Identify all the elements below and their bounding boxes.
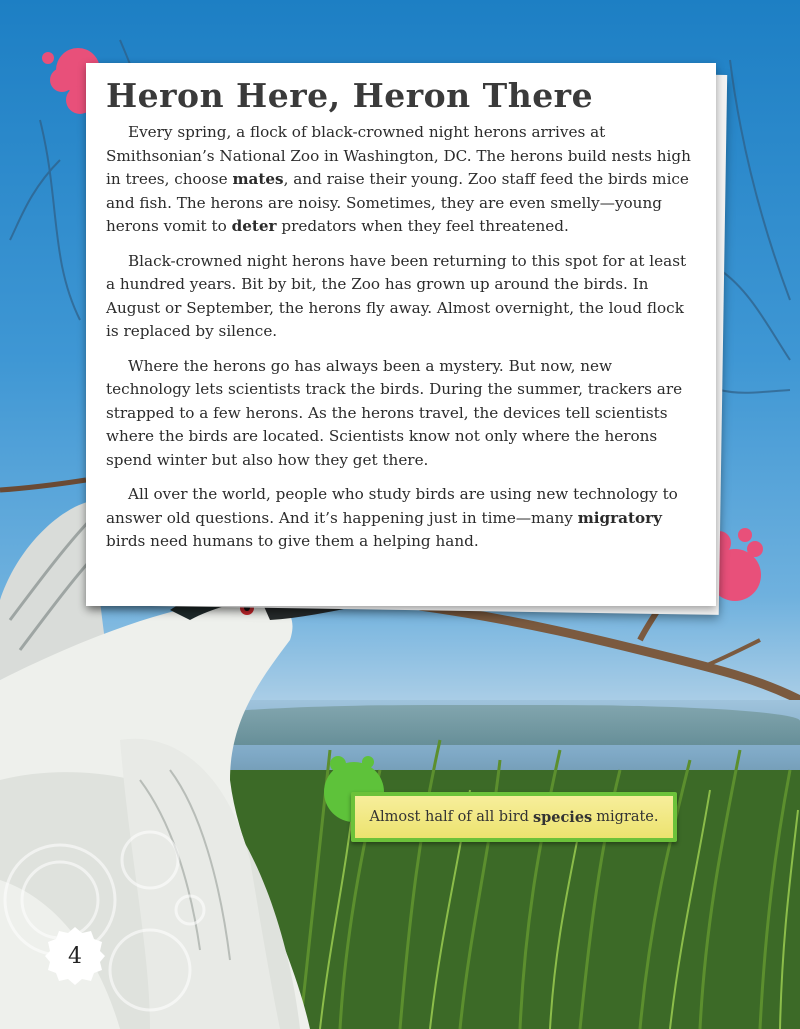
article-body	[106, 121, 698, 565]
vocab-migratory: migratory	[577, 508, 662, 527]
fact-box: Almost half of all bird species migrate.	[351, 792, 677, 842]
paragraph-4: All over the world, people who study birds are using new technology to answer old questions. And it’s happening just in time—many migratory birds need humans to give them a helping hand.	[106, 485, 678, 550]
page-number: 4	[68, 943, 82, 969]
gear-graphic	[0, 820, 230, 1029]
vocab-species: species	[532, 808, 593, 826]
vocab-deter: deter	[231, 217, 277, 235]
paragraph-1: Every spring, a flock of black-crowned night herons arrives at Smithsonian’s National Zoo in Washington, DC. The herons build nests high in trees, choose mates, and raise their young. Zoo staff feed the birds mice and fish. The herons are noisy. Sometimes, they are even smelly—young herons vomit to deter predators when they feel threatened.	[106, 123, 691, 235]
paragraph-3: Where the herons go has always been a mystery. But now, new technology lets scientists track the birds. During the summer, trackers are strapped to a few herons. As the herons travel, the devices tell scientists where the birds are located. Scientists know not only where the herons spend winter but also how they get there.	[106, 356, 683, 469]
vocab-mates: mates	[232, 170, 284, 188]
article-title: Heron Here, Heron There	[106, 76, 594, 115]
paragraph-2: Black-crowned night herons have been returning to this spot for at least a hundred years. Bit by bit, the Zoo has grown up around the birds. In August or September, the herons fly away. Almost overnight, the loud flock is replaced by silence.	[106, 251, 687, 340]
